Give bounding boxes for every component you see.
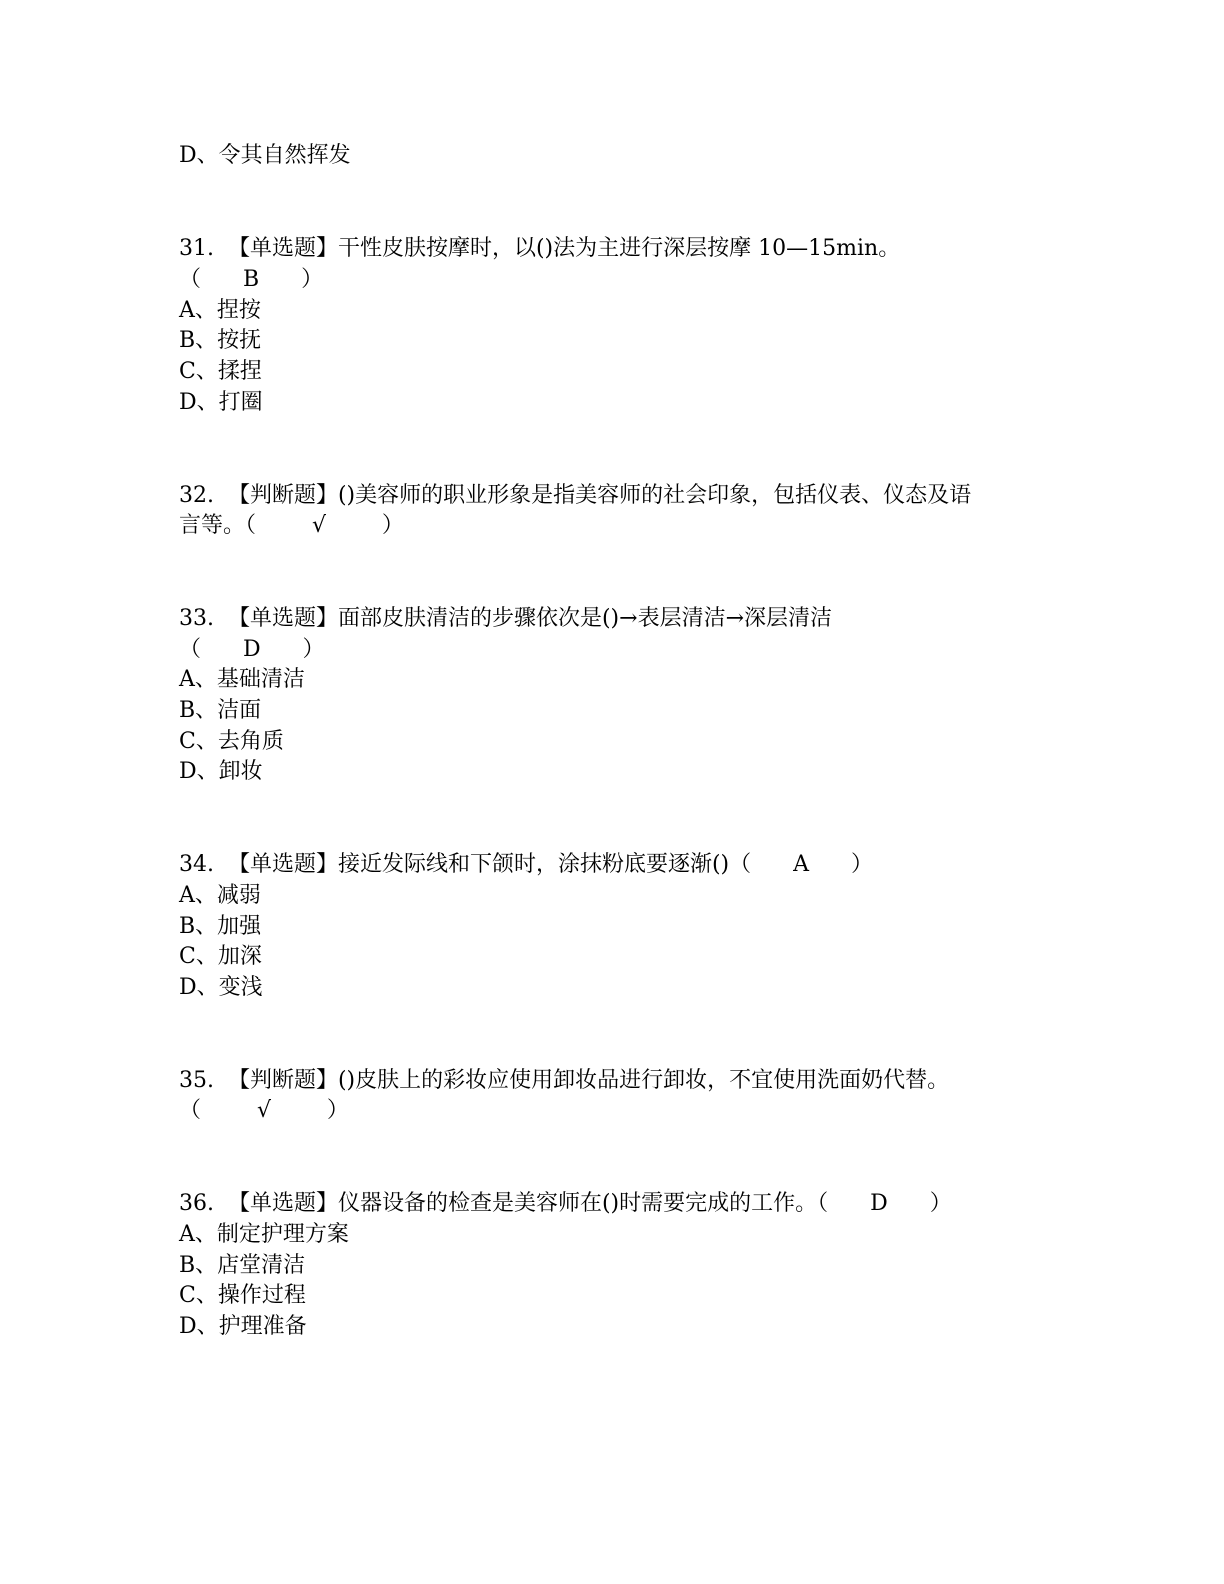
question-33-answer: （ D ） — [179, 637, 325, 662]
option-line: B、加强 — [179, 914, 262, 939]
option-line: D、卸妆 — [179, 759, 263, 784]
option-line: A、制定护理方案 — [179, 1222, 349, 1247]
option-line: C、揉捏 — [179, 359, 262, 384]
question-33-text: 33. 【单选题】面部皮肤清洁的步骤依次是()→表层清洁→深层清洁 — [179, 606, 833, 631]
question-35-text: 35. 【判断题】()皮肤上的彩妆应使用卸妆品进行卸妆，不宜使用洗面奶代替。 — [179, 1068, 950, 1093]
option-line: A、基础清洁 — [179, 667, 305, 692]
option-line: A、减弱 — [179, 883, 261, 908]
option-line: C、操作过程 — [179, 1283, 306, 1308]
option-line: A、捏按 — [179, 298, 261, 323]
option-line: D、护理准备 — [179, 1314, 307, 1339]
question-35-answer: （ √ ） — [179, 1098, 349, 1123]
option-line: B、按抚 — [179, 328, 262, 353]
option-line: D、打圈 — [179, 390, 263, 415]
option-line: B、店堂清洁 — [179, 1253, 306, 1278]
question-36-text: 36. 【单选题】仪器设备的检查是美容师在()时需要完成的工作。（ D ） — [179, 1191, 952, 1216]
option-line: C、加深 — [179, 944, 262, 969]
option-line: D、变浅 — [179, 975, 263, 1000]
question-31-answer: （ B ） — [179, 267, 324, 292]
question-31-text: 31. 【单选题】干性皮肤按摩时，以()法为主进行深层按摩 10—15min。 — [179, 236, 901, 261]
option-line: D、令其自然挥发 — [179, 143, 351, 168]
question-34-text: 34. 【单选题】接近发际线和下颌时，涂抹粉底要逐渐()（ A ） — [179, 852, 873, 877]
option-line: C、去角质 — [179, 729, 284, 754]
question-32-text-cont: 言等。（ √ ） — [179, 513, 404, 538]
question-32-text: 32. 【判断题】()美容师的职业形象是指美容师的社会印象，包括仪表、仪态及语 — [179, 483, 972, 508]
option-line: B、洁面 — [179, 698, 262, 723]
